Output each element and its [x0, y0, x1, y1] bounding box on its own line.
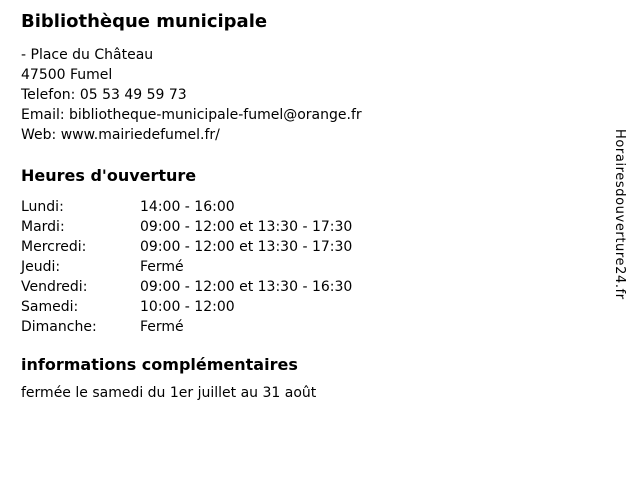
hours-time-value: 09:00 - 12:00 et 13:30 - 16:30 — [140, 279, 353, 295]
hours-row-saturday — [21, 297, 581, 317]
hours-heading: Heures d'ouverture — [21, 166, 197, 185]
email-line: Email: bibliotheque-municipale-fumel@orange.fr — [21, 107, 362, 123]
hours-day-label: Dimanche: — [21, 319, 97, 335]
phone-line: Telefon: 05 53 49 59 73 — [21, 87, 187, 103]
web-line: Web: www.mairiedefumel.fr/ — [21, 127, 220, 143]
page-title: Bibliothèque municipale — [21, 11, 268, 32]
hours-day-label: Jeudi: — [21, 259, 61, 275]
hours-day-label: Samedi: — [21, 299, 79, 315]
hours-row-thursday — [21, 257, 581, 277]
hours-row-monday — [21, 197, 581, 217]
hours-time-value: 09:00 - 12:00 et 13:30 - 17:30 — [140, 219, 353, 235]
hours-time-value: 09:00 - 12:00 et 13:30 - 17:30 — [140, 239, 353, 255]
hours-day-label: Mercredi: — [21, 239, 87, 255]
main-content — [21, 0, 581, 403]
hours-time-value: 10:00 - 12:00 — [140, 299, 235, 315]
hours-row-friday — [21, 277, 581, 297]
hours-day-label: Lundi: — [21, 199, 64, 215]
hours-day-label: Vendredi: — [21, 279, 88, 295]
extra-info-heading: informations complémentaires — [21, 355, 298, 374]
address-line-city: 47500 Fumel — [21, 67, 113, 83]
hours-time-value: 14:00 - 16:00 — [140, 199, 235, 215]
watermark-vertical-text: Horairesdouverture24.fr — [612, 129, 627, 300]
hours-table — [21, 197, 581, 337]
address-line-street: - Place du Château — [21, 47, 154, 63]
hours-row-sunday — [21, 317, 581, 337]
hours-day-label: Mardi: — [21, 219, 65, 235]
hours-time-value: Fermé — [140, 319, 184, 335]
extra-info-text: fermée le samedi du 1er juillet au 31 août — [21, 385, 317, 401]
contact-block — [21, 45, 581, 145]
hours-time-value: Fermé — [140, 259, 184, 275]
hours-row-tuesday — [21, 217, 581, 237]
hours-row-wednesday — [21, 237, 581, 257]
